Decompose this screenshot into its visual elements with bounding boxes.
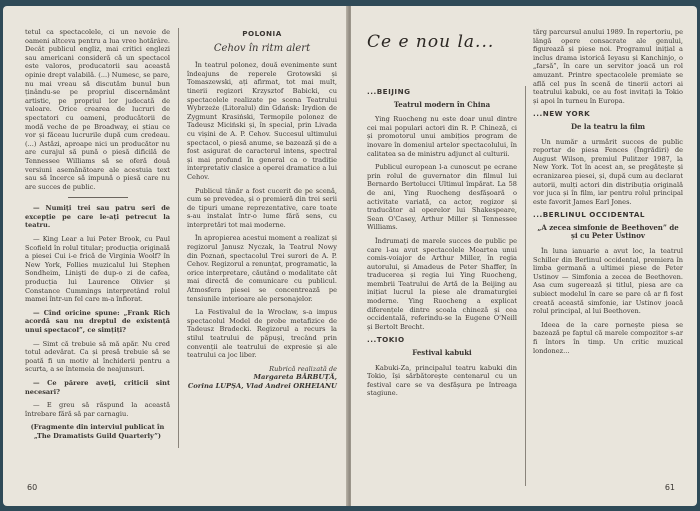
section-heading-berlin: ...BERLINUL OCCIDENTAL xyxy=(533,210,646,220)
article-paragraph: În luna ianuarie a avut loc, la teatrul Schiller din Berlinul occidental, premiera în limba germană a ultimei piese de Peter Ustinov — Simfonia a zecea de Beethoven. Asa cum sugerează și titlul, piesa are ca subiect modelul în care se pare că ar fi fost creată această simfonie, iar Ustinov joacă rolul principal, al lui Beethoven. xyxy=(533,247,683,316)
article-paragraph: Kabuki-Za, principalul teatru kabuki din Tokio, își sărbătorește centenarul cu un festival care se va desfășura pe întreaga stagiune. xyxy=(367,363,517,398)
section-heading-beijing: ...BEIJING xyxy=(367,87,411,96)
article-paragraph: tărg parcursul anului 1989. În repertoriu, pe lângă opere consacrate ale genului, figurează și piese noi. Programul inițial a inclus drama istorică Ieyasu și Kanchinjo, o „farsă”, în care un servitor joacă un rol amuzant. Printre spectacolele premiate se află cel pus în scenă de tinerii actori ai teatrului kabuki, ce au fost invitați la Tokio și apoi în turneu în Europa. xyxy=(533,28,683,105)
divider xyxy=(68,197,128,198)
interview-question: — Cînd oricine spune: „Frank Rich acordă sau nu dreptul de existență unui spectacol”, ce simțiți? xyxy=(25,308,170,334)
left-column-2 xyxy=(187,30,337,391)
rubric-credit: Rubrică realizată de xyxy=(269,364,337,373)
interview-answer: — E greu să răspund la această întrebare fără să par carnagiu. xyxy=(25,401,170,418)
column-rule xyxy=(178,28,179,448)
interview-paragraph: tetul ca spectacolele, ci un nevoie de oameni altceva pentru a lua vreo hotărâre. Decât publicul engliz, mai critici englezi sau americani consideră că un spectacol este valoros, producatorii sau această opinie drept valabilă. (...) Numesc, se pare, nu mai vreau să discutăm bunul bun ținându-se pe propriul discernământ artistic, pe propriul lor judecată de valoare. Orice crearea de lucruri de spectatori cu oameni, producătorii de modă veche de pe Broadway, ei știau ce vor și făceau lucrurile după cum credeau. (...) Astăzi, aproape nici un producător nu are curajul să pună o piesă dificilă de Tennessee Williams să se oferă două versiuni asemănătoare ale acestuia text sau să încerce să impună o piesă care nu are succes de public. xyxy=(25,28,170,191)
interview-question: — Ce părere aveți, criticii sint necesari? xyxy=(25,378,170,396)
right-column-2 xyxy=(533,28,683,360)
interview-source: (Fragmente din interviul publicat în „The Dramatists Guild Quarterly”) xyxy=(30,423,165,440)
interview-answer: — King Lear a lui Peter Brook, cu Paul Scofield în rolul titular; producția originală a piesei Cui i-e frică de Virginia Woolf? în New York, Follies muzicalul lui Stephen Sondheim, Linişti de dup-o zi de cafea, producția lui Laurence Olivier și Constance Cummings interpretând rolul mamei într-un fel care m-a înfiorat. xyxy=(25,235,170,304)
article-paragraph: Publicul european l-a cunoscut pe ecrane prin rolul de guvernator din filmul lui Bernardo Bertolucci Ultimul împărat. La 58 de ani, Ying Ruocheng desfășoară o activitate variată, ca actor, regizor și traducător al operelor lui Shakespeare, Sean O'Casey, Arthur Miller și Tennessee Williams. xyxy=(367,163,517,232)
section-heading-polonia: POLONIA xyxy=(242,29,282,38)
book-spread xyxy=(3,6,697,506)
article-paragraph: Un număr a urmărit succes de public reportar de piesa Fences (Îngrădiri) de August Wilson, premiul Pulitzer 1987, la New York. Tot în acest an, se pregătește și ecranizarea piesei, și, după cum au declarat autorii, mulți actori din distribuția originală vor juca și în film, iar pentru rolul principal este favorit James Earl Jones. xyxy=(533,137,683,206)
right-column-1 xyxy=(367,88,517,403)
article-title-china: Teatrul modern în China xyxy=(393,99,491,109)
article-paragraph: Ideea de la care pornește piesa se bazează pe faptul că marele compozitor s-ar fi întors în timp. Un critic muzical londonez... xyxy=(533,320,683,355)
article-title-cehov: Cehov în ritm alert xyxy=(213,42,311,54)
right-page xyxy=(351,6,697,506)
page-number-right: 61 xyxy=(664,483,675,492)
column-rule xyxy=(525,86,526,486)
article-paragraph: Îndrumați de marele succes de public pe care l-au avut spectacolele Moartea unui comis-voiajor de Arthur Miller, în regia autorului, și Amadeus de Peter Shaffer, în traducerea și regia lui Ying Ruocheng, membrii Teatrului de Artă de la Beijing au inițiat lucrul la piese ale dramaturgiei moderne. Ying Ruocheng a explicat diferențele dintre școala chineză și cea occidentală, referindu-se la Eugene O'Neill și Bertolt Brecht. xyxy=(367,236,517,331)
article-paragraph: La Festivalul de la Wrocław, s-a impus spectacolul Model de probe metafizice de Tadeusz Bradecki. Regizorul a recurs la stilul teatrului de păpuși, trecând prin convenții ale teatrului de expresie și ale teatrului ca joc liber. xyxy=(187,308,337,360)
authors-line-1: Margareta BĂRBUȚĂ, xyxy=(253,373,337,382)
rubric-title: Ce e nou la... xyxy=(367,32,495,52)
article-paragraph: În teatrul polonez, două evenimente sunt îndeajuns de reperele Grotowski și Tomaszewski, ați afirmat, tot mai mult, tinerii regizori Krzysztof Babicki, cu spectacolele realizate pe scena Teatrului Wybrzeże (Litoralul) din Gdańsk: Irydion de Zygmunt Krasiński, Termopile polonez de Tadeusz Miciński și, în special, prin Livada cu vișini de A. P. Cehov. Succesul ultimului spectacol, o piesă anume, se bazează și de a fost asigurat de caracterul intens, spectral și mai profund în general ca o tradiție interpretativ clasice a operei dramatice a lui Cehov. xyxy=(187,61,337,181)
article-title-kabuki: Festival kabuki xyxy=(412,348,472,358)
authors-line-2: Corina LUPȘA, Vlad Andrei ORHEIANU xyxy=(187,381,337,390)
page-number-left: 60 xyxy=(27,483,38,492)
interview-question: — Numiți trei sau patru seri de excepție pe care le-ați petrecut la teatru. xyxy=(25,204,170,230)
section-heading-new-york: ...NEW YORK xyxy=(533,109,591,119)
article-title-film: De la teatru la film xyxy=(570,121,646,131)
article-paragraph: Ying Ruocheng nu este doar unul dintre cei mai populari actori din R. P. Chineză, ci și promotorul unui ambițios program de inovare în domeniul artelor spectacolului, în calitatea sa de ministru adjunct al culturii. xyxy=(367,115,517,158)
article-title-beethoven: „A zecea simfonie de Beethoven” de și cu Peter Ustinov xyxy=(537,222,679,241)
left-column-1 xyxy=(25,28,170,446)
left-page xyxy=(3,6,348,506)
article-paragraph: Publicul tânăr a fost cucerit de pe scenă, cum se prevedea, și o premieră din trei serii de tipuri umane reprezentative, care toate s-au instalat într-o lume fără sens, cu interpretări tot mai moderne. xyxy=(187,186,337,229)
article-paragraph: În apropierea acestui moment a realizat și regizorul Janusz Nyczak, la Teatrul Nowy din Poznań, spectacolul Trei surori de A. P. Cehov. Regizorul a renunțat, programatic, la orice interpretare, căutând o modalitate cât mai directă de comunicare cu publicul. Atmosfera piesei se concentrează pe tensiunile interioare ale personajelor. xyxy=(187,234,337,303)
section-heading-tokio: ...TOKIO xyxy=(367,335,405,345)
interview-answer: — Simt că trebuie să mă apăr. Nu cred totul adevărat. Ca și presă trebuie să se poată fi un motiv al închiderii pentru a scurta, a se întemeia de neajunsuri. xyxy=(25,339,170,374)
